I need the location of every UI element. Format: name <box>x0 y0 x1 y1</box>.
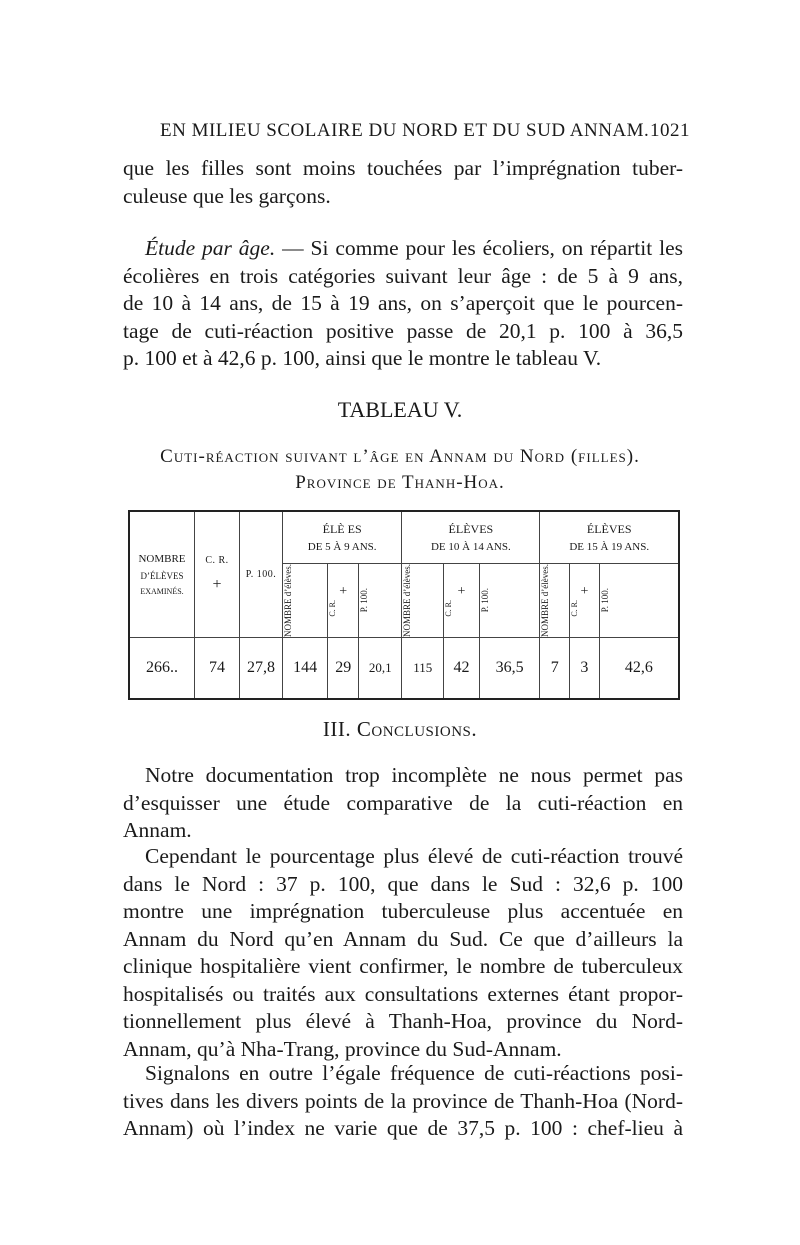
text-line: de 10 à 14 ans, de 15 à 19 ans, on s’aperçoit que le pourcen- <box>123 291 683 315</box>
table-caption-line-2: Province de Thanh-Hoa. <box>295 472 505 493</box>
cell-total: 266.. <box>129 637 195 699</box>
table-title: TABLEAU V. <box>337 397 463 422</box>
header-text: + <box>212 575 222 593</box>
text-line: hospitalisés ou traités aux consultations externes étant propor- <box>123 981 683 1006</box>
text-line: tives dans les divers points de la province de Thanh-Hoa (Nord- <box>123 1088 683 1113</box>
running-title: EN MILIEU SCOLAIRE DU NORD ET DU SUD ANNAM. <box>160 120 650 141</box>
text-line <box>123 235 683 263</box>
group-range: DE 5 À 9 ANS. <box>307 540 377 553</box>
paragraph-4 <box>123 843 683 1063</box>
group-range: DE 10 À 14 ANS. <box>430 540 511 553</box>
header-nombre <box>129 511 195 637</box>
text-line: écolières en trois catégories suivant leur âge : de 5 à 9 ans, <box>123 263 683 288</box>
cell-cr: 74 <box>195 637 240 699</box>
text-line: dans le Nord : 37 p. 100, que dans le Sud : 32,6 p. 100 <box>123 871 683 896</box>
header-text: EXAMINÉS. <box>140 586 184 596</box>
cell-10-14-nombre: 115 <box>402 637 444 699</box>
text-line: Annam. <box>123 818 192 842</box>
cell-15-19-p100: 42,6 <box>599 637 679 699</box>
sub-header <box>570 563 600 637</box>
cell-p100: 27,8 <box>240 637 283 699</box>
sub-header <box>479 563 540 637</box>
text-line: tionnellement plus élevé à Thanh-Hoa, province du Nord- <box>123 1009 683 1033</box>
paragraph-3 <box>123 762 683 845</box>
sub-header <box>359 563 402 637</box>
header-text: NOMBRE <box>138 552 186 565</box>
sub-header <box>444 563 480 637</box>
group-label: ÉLÈVES <box>586 521 632 536</box>
data-table <box>128 510 680 700</box>
text-line: Annam) où l’index ne varie que de 37,5 p. 100 : chef-lieu à <box>123 1116 683 1140</box>
cell-5-9-p100: 20,1 <box>359 637 402 699</box>
sub-header-text: C. R. <box>444 599 454 617</box>
group-label: ÉLÈ ES <box>322 521 362 536</box>
sub-header-text: NOMBRE d’élèves. <box>283 563 293 637</box>
header-text: D’ÉLÈVES <box>140 570 184 581</box>
sub-header-text: + <box>339 583 348 599</box>
sub-header-text: P. 100. <box>599 587 610 613</box>
cell-10-14-p100: 36,5 <box>479 637 540 699</box>
header-p100: P. 100. <box>240 511 283 637</box>
text-line: culeuse que les garçons. <box>123 183 331 208</box>
group-header <box>402 511 540 563</box>
header-cr <box>195 511 240 637</box>
text-line: Notre documentation trop incomplète ne nous permet pas <box>145 763 683 787</box>
sub-header <box>402 563 444 637</box>
table-caption-line-1: Cuti-réaction suivant l’âge en Annam du Nord (filles). <box>160 446 640 467</box>
sub-header-text: P. 100. <box>479 587 490 613</box>
group-header <box>283 511 402 563</box>
sub-header <box>599 563 679 637</box>
cell-15-19-nombre: 7 <box>540 637 570 699</box>
sub-header-text: C. R. <box>570 599 580 617</box>
text-line: Annam du Nord qu’en Annam du Sud. Ce que d’ailleurs la <box>123 926 683 951</box>
text-line: tage de cuti-réaction positive passe de 20,1 p. 100 à 36,5 <box>123 318 683 343</box>
paragraph-1 <box>123 155 683 210</box>
sub-header-text: NOMBRE d’élèves. <box>540 563 551 637</box>
cell-5-9-nombre: 144 <box>283 637 328 699</box>
text-line: que les filles sont moins touchées par l’imprégnation tuber- <box>123 156 683 180</box>
study-lead: Étude par âge. <box>145 236 276 260</box>
running-head <box>160 120 690 142</box>
sub-header-text: + <box>457 583 466 599</box>
text-line: d’esquisser une étude comparative de la cuti-réaction en <box>123 790 683 815</box>
group-label: ÉLÈVES <box>448 521 494 536</box>
group-range: DE 15 À 19 ANS. <box>569 540 650 553</box>
cell-5-9-cr: 29 <box>328 637 359 699</box>
sub-header-text: C. R. <box>328 599 338 617</box>
text-line: clinique hospitalière vient confirmer, le nombre de tuberculeux <box>123 954 683 978</box>
header-text: C. R. <box>205 554 229 566</box>
text-line: montre une imprégnation tuberculeuse plus accentuée en <box>123 899 683 923</box>
group-header <box>540 511 679 563</box>
text-segment: — Si comme pour les écoliers, on répartit les <box>275 236 683 260</box>
paragraph-2 <box>123 235 683 373</box>
cell-10-14-cr: 42 <box>444 637 480 699</box>
table-row <box>129 637 679 699</box>
text-line: p. 100 et à 42,6 p. 100, ainsi que le montre le tableau V. <box>123 346 602 370</box>
sub-header-text: + <box>580 583 589 599</box>
text-line: Annam, qu’à Nha-Trang, province du Sud-Annam. <box>123 1036 562 1061</box>
sub-header <box>540 563 570 637</box>
sub-header-text: NOMBRE d’élèves. <box>402 563 413 637</box>
page-number: 1021 <box>650 120 690 141</box>
sub-header <box>328 563 359 637</box>
sub-header <box>283 563 328 637</box>
section-title: III. Conclusions. <box>322 717 478 741</box>
cell-15-19-cr: 3 <box>570 637 600 699</box>
sub-header-text: P. 100. <box>359 587 370 613</box>
text-line: Cependant le pourcentage plus élevé de cuti-réaction trouvé <box>145 844 683 868</box>
paragraph-5 <box>123 1060 683 1143</box>
text-line: Signalons en outre l’égale fréquence de cuti-réactions posi- <box>145 1061 683 1085</box>
